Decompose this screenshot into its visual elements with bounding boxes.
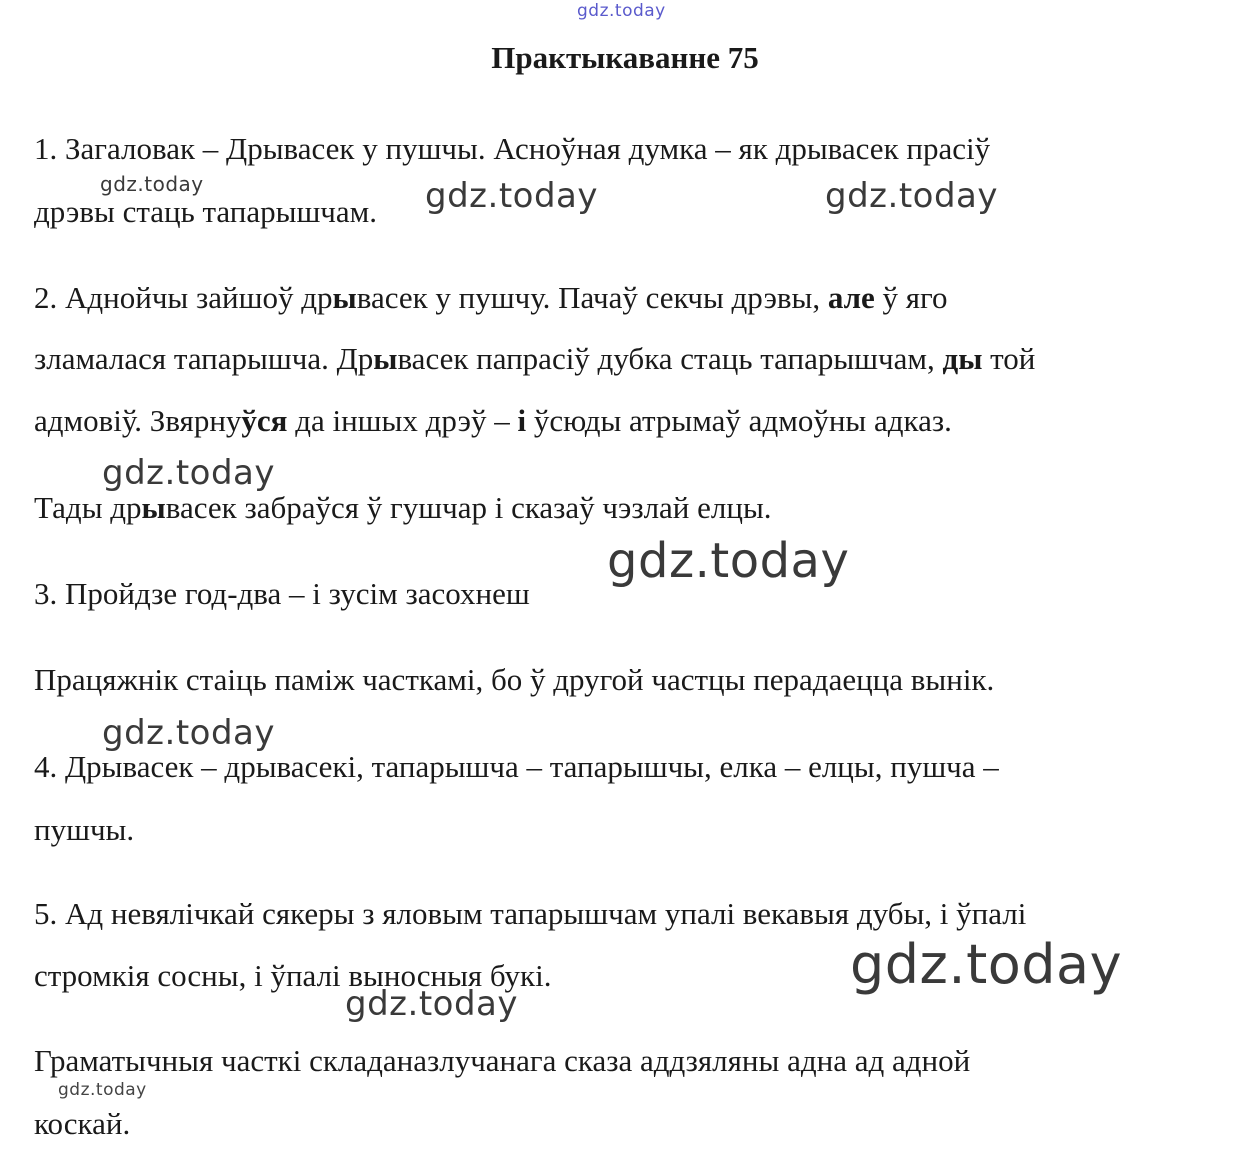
answer-4-line-2: пушчы. xyxy=(34,812,135,847)
bold-text: і xyxy=(517,403,527,438)
bold-text: ды xyxy=(942,341,983,376)
answer-2-line-4 xyxy=(34,492,772,523)
watermark: gdz.today xyxy=(425,176,598,216)
watermark: gdz.today xyxy=(825,176,998,216)
watermark: gdz.today xyxy=(850,933,1123,996)
bold-text: ы xyxy=(141,490,166,525)
answer-5-line-2: стромкія сосны, і ўпалі выносныя букі. xyxy=(34,958,552,993)
text-run: адмовіў. Звярну xyxy=(34,403,242,438)
answer-3-line-1: 3. Пройдзе год-два – і зусім засохнеш xyxy=(34,576,530,611)
answer-5-line-1: 5. Ад невялічкай сякеры з яловым тапарышчам упалі векавыя дубы, і ўпалі xyxy=(34,896,1027,931)
answer-2-line-3 xyxy=(34,405,952,436)
text-run: васек у пушчу. Пачаў секчы дрэвы, xyxy=(356,280,828,315)
text-run: васек забраўся ў гушчар і сказаў чэзлай елцы. xyxy=(165,490,772,525)
answer-5-line-3: Граматычныя часткі складаназлучанага сказа аддзяляны адна ад адной xyxy=(34,1043,971,1078)
watermark: gdz.today xyxy=(577,1,666,21)
text-run: ў яго xyxy=(874,280,948,315)
answer-5-line-4: коскай. xyxy=(34,1106,131,1141)
text-run: зламалася тапарышча. Др xyxy=(34,341,374,376)
bold-text: ўся xyxy=(241,403,288,438)
watermark: gdz.today xyxy=(607,533,850,589)
answer-1-line-1: 1. Загаловак – Дрывасек у пушчы. Асноўная думка – як дрывасек прасіў xyxy=(34,131,991,166)
answer-2-line-2 xyxy=(34,343,1035,374)
answer-2-line-1 xyxy=(34,282,948,313)
watermark: gdz.today xyxy=(58,1080,147,1100)
answer-4-line-1: 4. Дрывасек – дрывасекі, тапарышча – тапарышчы, елка – елцы, пушча – xyxy=(34,749,999,784)
bold-text: ы xyxy=(373,341,398,376)
watermark: gdz.today xyxy=(100,172,204,196)
bold-text: але xyxy=(827,280,875,315)
answer-1-line-2: дрэвы стаць тапарышчам. xyxy=(34,194,378,229)
watermark: gdz.today xyxy=(102,453,275,493)
text-run: ўсюды атрымаў адмоўны адказ. xyxy=(526,403,952,438)
watermark: gdz.today xyxy=(102,713,275,753)
text-run: васек папрасіў дубка стаць тапарышчам, xyxy=(397,341,943,376)
text-run: той xyxy=(982,341,1036,376)
bold-text: ы xyxy=(332,280,357,315)
text-run: 2. Аднойчы зайшоў др xyxy=(34,280,333,315)
text-run: да іншых дрэў – xyxy=(287,403,518,438)
page-title: Практыкаванне 75 xyxy=(491,40,759,75)
watermark: gdz.today xyxy=(345,984,518,1024)
answer-3-line-2: Працяжнік стаіць паміж часткамі, бо ў другой частцы перадаецца вынік. xyxy=(34,662,995,697)
text-run: Тады др xyxy=(34,490,142,525)
